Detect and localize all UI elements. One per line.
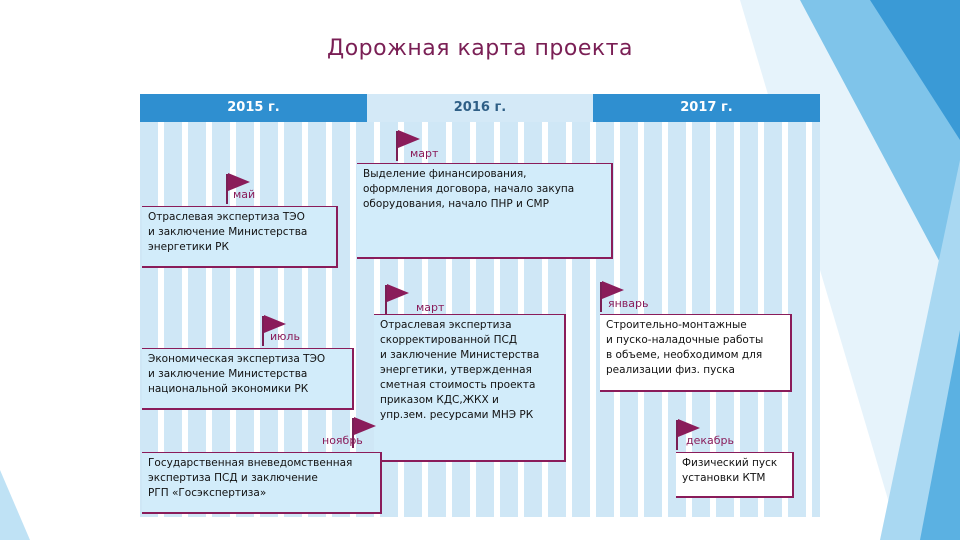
milestone-line: сметная стоимость проекта [380, 379, 536, 391]
milestone-month-march-1: март [410, 147, 439, 160]
milestone-box-construction-works [600, 314, 792, 392]
milestone-line: и заключение Министерства [148, 368, 308, 380]
milestone-line: национальной экономики РК [148, 383, 309, 395]
milestone-month-november: ноябрь [322, 434, 363, 447]
milestone-box-economic-expertise [142, 348, 354, 410]
milestone-line: реализации физ. пуска [606, 364, 735, 376]
deco-shape-6 [0, 470, 30, 540]
milestone-box-state-expertise [142, 452, 382, 514]
milestone-month-july: июль [270, 330, 300, 343]
milestone-month-january: январь [608, 297, 649, 310]
milestone-line: установки КТМ [682, 472, 766, 484]
milestone-line: и пуско-наладочные работы [606, 334, 764, 346]
milestone-box-teo-expertise [142, 206, 338, 268]
milestone-line: упр.зем. ресурсами МНЭ РК [380, 409, 534, 421]
milestone-line: Государственная вневедомственная [148, 457, 353, 469]
milestone-box-psd-expertise [374, 314, 566, 462]
year-2015: 2015 г. [140, 94, 367, 122]
milestone-line: в объеме, необходимом для [606, 349, 763, 361]
milestone-line: оборудования, начало ПНР и СМР [363, 198, 549, 210]
milestone-line: и заключение Министерства [148, 226, 308, 238]
milestone-line: экспертиза ПСД и заключение [148, 472, 318, 484]
milestone-line: Отраслевая экспертиза ТЭО [148, 211, 305, 223]
milestone-line: Отраслевая экспертиза [380, 319, 512, 331]
milestone-line: РГП «Госэкспертиза» [148, 487, 267, 499]
milestone-line: энергетики, утвержденная [380, 364, 532, 376]
milestone-month-december: декабрь [686, 434, 735, 447]
milestone-line: скорректированной ПСД [380, 334, 518, 346]
milestone-line: и заключение Министерства [380, 349, 540, 361]
milestone-month-march-2: март [416, 301, 445, 314]
page-title: Дорожная карта проекта [327, 36, 633, 61]
milestone-line: Строительно-монтажные [606, 319, 747, 331]
year-2017: 2017 г. [593, 94, 820, 122]
milestone-line: оформления договора, начало закупа [363, 183, 575, 195]
milestone-box-physical-start [676, 452, 794, 498]
milestone-line: Физический пуск [682, 457, 778, 469]
milestone-line: Выделение финансирования, [363, 168, 527, 180]
milestone-line: Экономическая экспертиза ТЭО [148, 353, 326, 365]
milestone-box-financing [357, 163, 613, 259]
milestone-line: энергетики РК [148, 241, 229, 253]
year-bar [140, 94, 820, 122]
milestone-month-may: май [233, 188, 256, 201]
year-2016: 2016 г. [367, 94, 593, 122]
milestone-line: приказом КДС,ЖКХ и [380, 394, 499, 406]
